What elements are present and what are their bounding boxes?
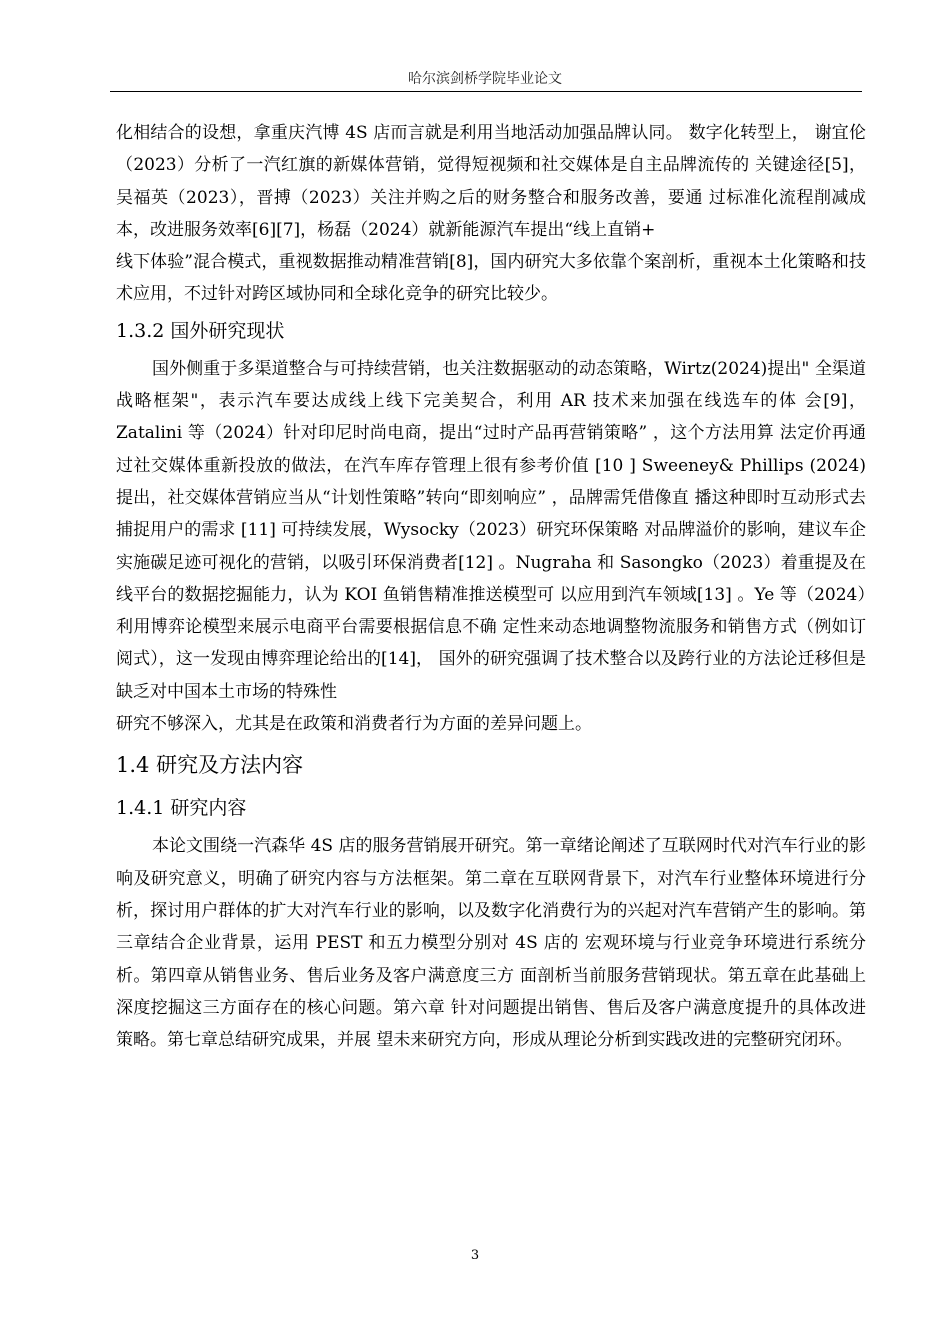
section-heading-1-3-2: 1.3.2 国外研究现状 [116,319,285,342]
paragraph: 本论文围绕一汽森华 4S 店的服务营销展开研究。第一章绪论阐述了互联网时代对汽车行业的影响及研究意义，明确了研究内容与方法框架。第二章在互联网背景下，对汽车行业整体环境进行分析，探讨用户群体的扩大对汽车行业的影响，以及数字化消费行为的兴起对汽车营销产生的影响。第三章结合企业背景，运用 PEST 和五力模型分别对 4S 店的 宏观环境与行业竞争环境进行系统分析。第四章从销售业务、售后业务及客户满意度三方 面剖析当前服务营销现状。第五章在此基础上深度挖掘这三方面存在的核心问题。第六章 针对问题提出销售、售后及客户满意度提升的具体改进策略。第七章总结研究成果，并展 望未来研究方向，形成从理论分析到实践改进的完整研究闭环。 [116,836,866,1051]
running-header: 哈尔滨剑桥学院毕业论文 [408,71,562,87]
paragraph: 线下体验”混合模式，重视数据推动精准营销[8]，国内研究大多依靠个案剖析，重视本土化策略和技术应用，不过针对跨区域协同和全球化竞争的研究比较少。 [116,252,866,305]
paragraph: 国外侧重于多渠道整合与可持续营销，也关注数据驱动的动态策略，Wirtz(2024)提出" 全渠道战略框架"，表示汽车要达成线上线下完美契合，利用 AR 技术来加强在线选车的体 会[9]，Zatalini 等（2024）针对印尼时尚电商，提出“过时产品再营销策略” ，这个方法用算 法定价再通过社交媒体重新投放的做法，在汽车库存管理上很有参考价值 [10 ] Sweeney& Phillips (2024) 提出，社交媒体营销应当从“计划性策略”转向“即刻响应” ，品牌需凭借像直 播这种即时互动形式去捕捉用户的需求 [11] 可持续发展，Wysocky（2023）研究环保策略 对品牌溢价的影响，建议车企实施碳足迹可视化的营销，以吸引环保消费者[12] 。Nugraha 和 Sasongko（2023）着重提及在线平台的数据挖掘能力，认为 KOI 鱼销售精准推送模型可 以应用到汽车领域[13] 。Ye 等（2024）利用博弈论模型来展示电商平台需要根据信息不确 定性来动态地调整物流服务和销售方式（例如订阅式），这一发现由博弈理论给出的[14]， 国外的研究强调了技术整合以及跨行业的方法论迁移但是缺乏对中国本土市场的特殊性 [116,358,866,702]
paragraph: 研究不够深入，尤其是在政策和消费者行为方面的差异问题上。 [116,714,592,735]
body-content [116,117,866,1056]
header-rule [110,91,862,92]
page-number: 3 [470,1248,480,1263]
paragraph: 化相结合的设想，拿重庆汽博 4S 店而言就是利用当地活动加强品牌认同。 数字化转型上， 谢宜伦（2023）分析了一汽红旗的新媒体营销，觉得短视频和社交媒体是自主品牌流传的 关键途径[5]，吴福英（2023），晋搏（2023）关注并购之后的财务整合和服务改善，要通 过标准化流程削减成本，改进服务效率[6][7]，杨磊（2024）就新能源汽车提出“线上直销+ [116,123,866,240]
section-heading-1-4: 1.4 研究及方法内容 [116,753,304,778]
section-heading-1-4-1: 1.4.1 研究内容 [116,797,247,820]
